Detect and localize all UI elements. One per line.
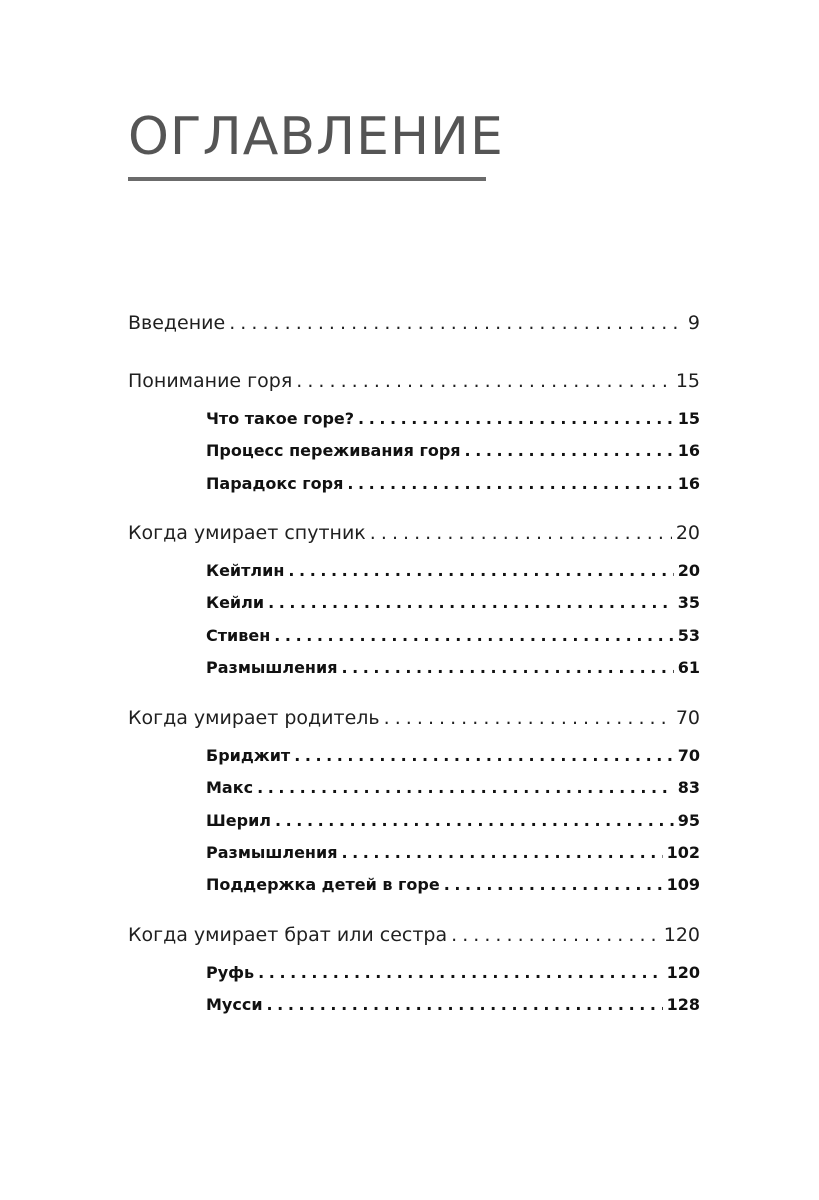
toc-section-entry[interactable] [206, 474, 700, 504]
dot-leader [274, 626, 673, 645]
toc-entry-title: Размышления [206, 658, 338, 677]
toc-entry-page-number: 61 [677, 658, 700, 677]
toc-entry-page-number: 70 [677, 746, 700, 765]
toc-chapter-entry[interactable] [128, 370, 700, 400]
dot-leader [275, 811, 674, 830]
toc-entry-title: Процесс переживания горя [206, 441, 461, 460]
toc-entry-page-number: 128 [666, 995, 700, 1014]
toc-entry-page-number: 95 [677, 811, 700, 830]
dot-leader [444, 875, 663, 894]
toc-entry-page-number: 15 [675, 370, 700, 392]
toc-entry-title: Кейли [206, 593, 265, 612]
dot-leader [288, 561, 673, 580]
toc-entry-title: Когда умирает спутник [128, 522, 366, 544]
toc-section-entry[interactable] [206, 843, 700, 873]
dot-leader [229, 312, 684, 334]
dot-leader [258, 963, 662, 982]
toc-chapter-entry[interactable] [128, 522, 700, 552]
toc-entry-page-number: 16 [677, 441, 700, 460]
toc-section-entry[interactable] [206, 561, 700, 591]
toc-entry-title: Шерил [206, 811, 271, 830]
toc-entry-title: Бриджит [206, 746, 291, 765]
toc-entry-page-number: 35 [677, 593, 700, 612]
toc-section-entry[interactable] [206, 778, 700, 808]
toc-section-entry[interactable] [206, 746, 700, 776]
toc-chapter-entry[interactable] [128, 924, 700, 954]
toc-chapter-entry[interactable] [128, 707, 700, 737]
toc-entry-title: Парадокс горя [206, 474, 344, 493]
toc-entry-title: Мусси [206, 995, 263, 1014]
toc-entry-page-number: 20 [677, 561, 700, 580]
toc-entry-page-number: 83 [677, 778, 700, 797]
toc-entry-title: Что такое горе? [206, 409, 355, 428]
toc-entry-page-number: 102 [666, 843, 700, 862]
toc-entry-page-number: 120 [666, 963, 700, 982]
dot-leader [296, 370, 672, 392]
dot-leader [451, 924, 660, 946]
dot-leader [347, 474, 673, 493]
toc-entry-title: Стивен [206, 626, 271, 645]
toc-entry-page-number: 16 [677, 474, 700, 493]
toc-section-entry[interactable] [206, 875, 700, 905]
toc-entry-title: Размышления [206, 843, 338, 862]
dot-leader [268, 593, 674, 612]
toc-section-entry[interactable] [206, 963, 700, 993]
toc-entry-page-number: 70 [675, 707, 700, 729]
dot-leader [257, 778, 674, 797]
dot-leader [370, 522, 672, 544]
toc-entry-page-number: 20 [675, 522, 700, 544]
dot-leader [267, 995, 663, 1014]
toc-section-entry[interactable] [206, 811, 700, 841]
page-title: ОГЛАВЛЕНИЕ [128, 107, 504, 167]
dot-leader [341, 843, 662, 862]
toc-entry-page-number: 120 [663, 924, 700, 946]
toc-entry-title: Когда умирает брат или сестра [128, 924, 448, 946]
dot-leader [294, 746, 674, 765]
title-underline [128, 177, 486, 181]
dot-leader [384, 707, 672, 729]
toc-entry-page-number: 109 [666, 875, 700, 894]
toc-entry-title: Понимание горя [128, 370, 293, 392]
toc-entry-page-number: 9 [687, 312, 700, 334]
toc-entry-title: Введение [128, 312, 226, 334]
toc-section-entry[interactable] [206, 441, 700, 471]
dot-leader [341, 658, 673, 677]
toc-section-entry[interactable] [206, 626, 700, 656]
toc-entry-title: Поддержка детей в горе [206, 875, 440, 894]
toc-entry-title: Кейтлин [206, 561, 285, 580]
toc-section-entry[interactable] [206, 658, 700, 688]
toc-entry-title: Руфь [206, 963, 255, 982]
toc-entry-page-number: 15 [677, 409, 700, 428]
dot-leader [465, 441, 674, 460]
toc-section-entry[interactable] [206, 409, 700, 439]
toc-entry-title: Макс [206, 778, 254, 797]
toc-section-entry[interactable] [206, 593, 700, 623]
toc-entry-title: Когда умирает родитель [128, 707, 380, 729]
toc-section-entry[interactable] [206, 995, 700, 1025]
toc-chapter-entry[interactable] [128, 312, 700, 342]
dot-leader [358, 409, 674, 428]
toc-entry-page-number: 53 [677, 626, 700, 645]
